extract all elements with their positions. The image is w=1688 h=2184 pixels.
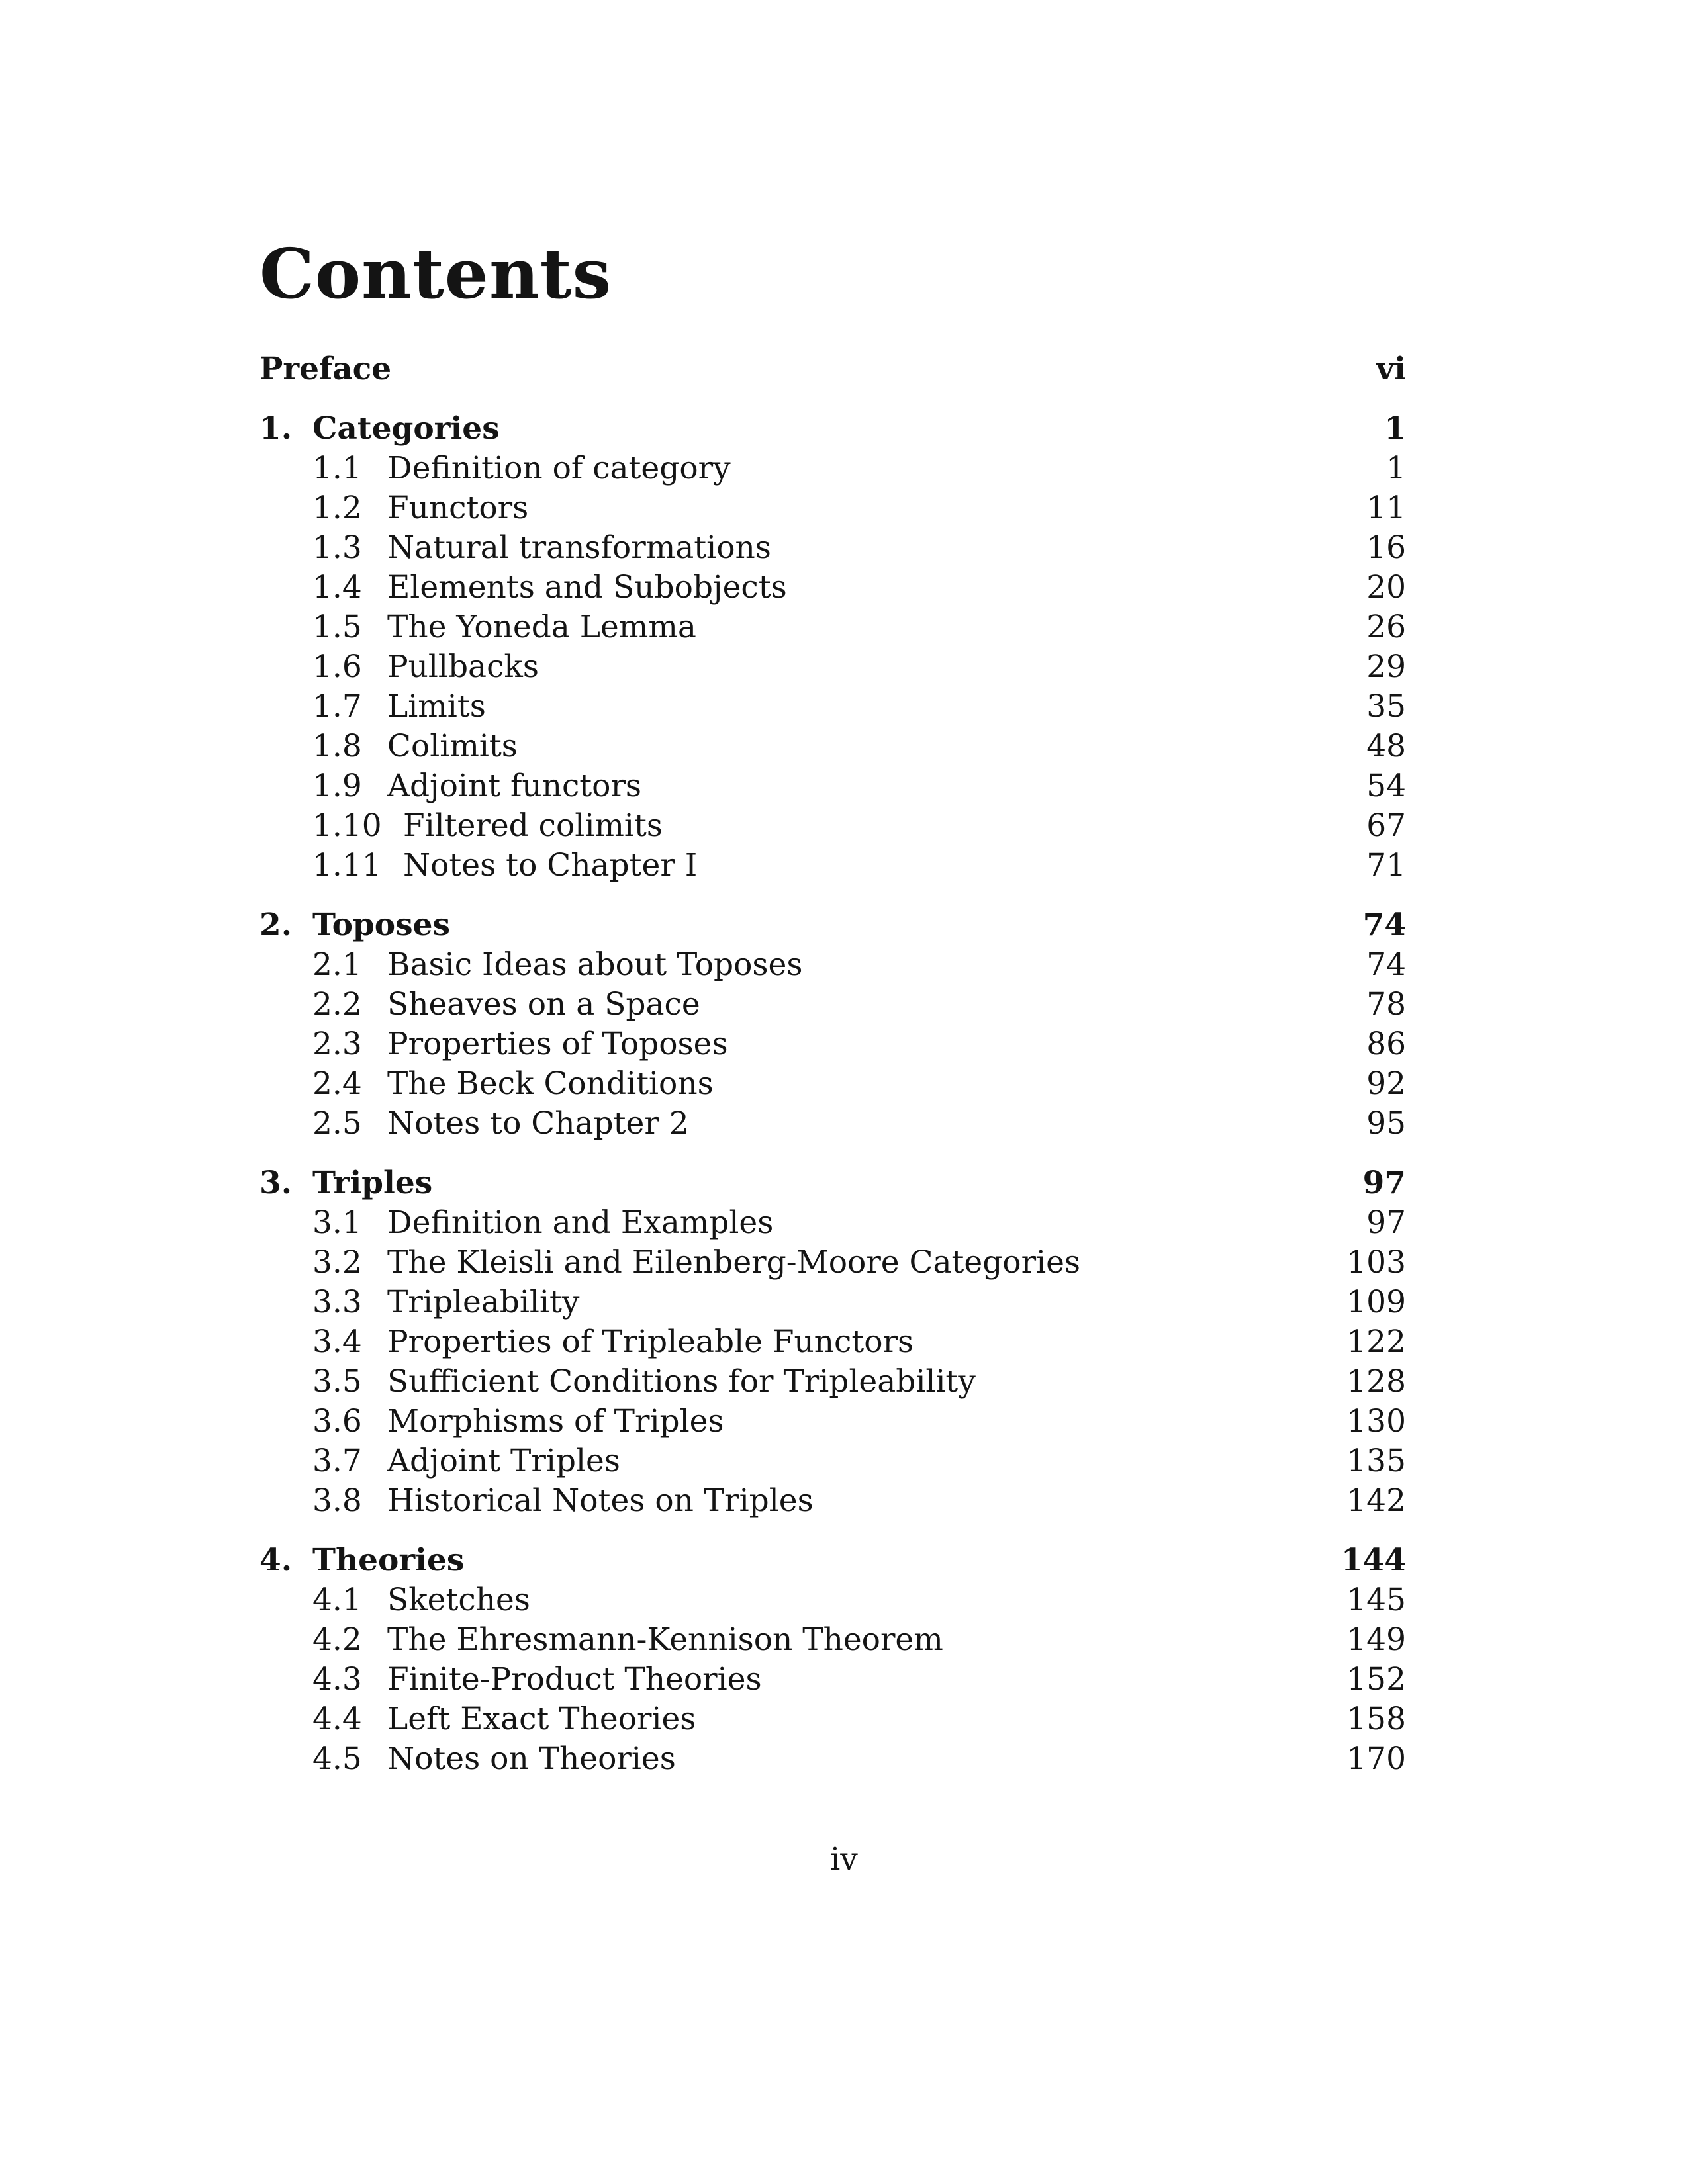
section-number: 4.2 [312, 1621, 362, 1658]
section-title: Tripleability [387, 1284, 580, 1320]
section-number: 1.3 [312, 529, 362, 566]
section-number: 2.2 [312, 986, 362, 1023]
toc-section-entry [259, 1621, 1406, 1661]
section-page: 149 [1346, 1621, 1406, 1658]
section-page: 86 [1366, 1026, 1406, 1062]
chapter-number: 3. [259, 1165, 293, 1201]
chapter-title: Categories [312, 410, 500, 447]
section-title: The Kleisli and Eilenberg-Moore Categories [387, 1244, 1081, 1281]
section-title: Pullbacks [387, 649, 539, 685]
toc-chapter-heading [259, 410, 1406, 450]
toc-entry-label: Preface [259, 351, 392, 387]
section-page: 103 [1346, 1244, 1406, 1281]
section-title: Definition of category [387, 450, 731, 486]
section-title: Sufficient Conditions for Tripleability [387, 1363, 976, 1400]
section-title: Notes to Chapter I [403, 847, 698, 884]
page-number: iv [830, 1841, 858, 1878]
section-page: 26 [1366, 609, 1406, 645]
toc-chapter-heading [259, 907, 1406, 946]
toc-section-entry [259, 1105, 1406, 1145]
toc-section-entry [259, 569, 1406, 609]
section-title: The Yoneda Lemma [387, 609, 696, 645]
toc-section-entry [259, 1661, 1406, 1701]
section-title: Definition and Examples [387, 1205, 774, 1241]
section-page: 170 [1346, 1741, 1406, 1777]
section-number: 2.5 [312, 1105, 362, 1142]
section-page: 135 [1346, 1443, 1406, 1479]
section-title: Properties of Toposes [387, 1026, 728, 1062]
section-number: 1.9 [312, 768, 362, 804]
toc-section-entry [259, 728, 1406, 768]
toc-section-entry [259, 1443, 1406, 1482]
section-page: 29 [1366, 649, 1406, 685]
section-page: 54 [1366, 768, 1406, 804]
section-page: 109 [1346, 1284, 1406, 1320]
section-title: Sheaves on a Space [387, 986, 700, 1023]
chapter-page: 97 [1362, 1165, 1406, 1201]
chapter-title: Theories [312, 1542, 465, 1578]
section-page: 158 [1346, 1701, 1406, 1737]
toc-chapter-heading [259, 1542, 1406, 1582]
section-number: 2.4 [312, 1066, 362, 1102]
toc-section-entry [259, 986, 1406, 1026]
section-page: 74 [1366, 946, 1406, 983]
section-title: The Beck Conditions [387, 1066, 714, 1102]
toc-section-entry [259, 847, 1406, 887]
toc-section-entry [259, 1026, 1406, 1066]
section-page: 35 [1366, 688, 1406, 725]
section-number: 1.11 [312, 847, 382, 884]
toc-section-entry [259, 1205, 1406, 1244]
section-number: 3.6 [312, 1403, 362, 1439]
toc-section-entry [259, 1741, 1406, 1780]
chapter-page: 1 [1384, 410, 1406, 447]
section-page: 78 [1366, 986, 1406, 1023]
section-number: 3.5 [312, 1363, 362, 1400]
section-number: 1.2 [312, 490, 362, 526]
section-number: 1.5 [312, 609, 362, 645]
section-title: Adjoint Triples [387, 1443, 620, 1479]
toc-section-entry [259, 649, 1406, 688]
section-number: 4.1 [312, 1582, 362, 1618]
toc-section-entry [259, 688, 1406, 728]
table-of-contents [259, 351, 1406, 1780]
section-title: Historical Notes on Triples [387, 1482, 814, 1519]
toc-section-entry [259, 1244, 1406, 1284]
toc-section-entry [259, 768, 1406, 807]
section-title: Properties of Tripleable Functors [387, 1324, 914, 1360]
section-title: Functors [387, 490, 529, 526]
chapter-title: Toposes [312, 907, 450, 943]
section-number: 2.3 [312, 1026, 362, 1062]
section-page: 142 [1346, 1482, 1406, 1519]
section-page: 67 [1366, 807, 1406, 844]
toc-section-entry [259, 450, 1406, 490]
section-page: 95 [1366, 1105, 1406, 1142]
toc-section-entry [259, 1066, 1406, 1105]
section-page: 128 [1346, 1363, 1406, 1400]
section-title: Finite-Product Theories [387, 1661, 762, 1698]
section-page: 48 [1366, 728, 1406, 764]
toc-entry-page: vi [1376, 351, 1406, 387]
section-number: 1.8 [312, 728, 362, 764]
section-title: Sketches [387, 1582, 530, 1618]
section-number: 3.8 [312, 1482, 362, 1519]
section-title: Natural transformations [387, 529, 771, 566]
section-number: 3.4 [312, 1324, 362, 1360]
toc-section-entry [259, 1363, 1406, 1403]
section-page: 11 [1366, 490, 1406, 526]
toc-section-entry [259, 609, 1406, 649]
section-number: 4.4 [312, 1701, 362, 1737]
toc-section-entry [259, 1403, 1406, 1443]
section-title: Left Exact Theories [387, 1701, 696, 1737]
toc-section-entry [259, 807, 1406, 847]
section-number: 3.3 [312, 1284, 362, 1320]
toc-section-entry [259, 1324, 1406, 1363]
section-title: Notes on Theories [387, 1741, 676, 1777]
page-title: Contents [259, 233, 612, 314]
chapter-page: 144 [1340, 1542, 1406, 1578]
section-number: 1.6 [312, 649, 362, 685]
toc-section-entry [259, 1482, 1406, 1522]
toc-section-entry [259, 529, 1406, 569]
toc-section-entry [259, 1582, 1406, 1621]
section-title: Colimits [387, 728, 518, 764]
section-title: Adjoint functors [387, 768, 642, 804]
section-page: 71 [1366, 847, 1406, 884]
section-title: Limits [387, 688, 486, 725]
toc-entry-preface [259, 351, 1406, 390]
section-number: 3.2 [312, 1244, 362, 1281]
section-number: 1.1 [312, 450, 362, 486]
section-title: Morphisms of Triples [387, 1403, 724, 1439]
section-number: 1.10 [312, 807, 382, 844]
section-page: 145 [1346, 1582, 1406, 1618]
toc-section-entry [259, 1701, 1406, 1741]
chapter-number: 1. [259, 410, 293, 447]
section-page: 122 [1346, 1324, 1406, 1360]
section-title: Notes to Chapter 2 [387, 1105, 689, 1142]
section-page: 130 [1346, 1403, 1406, 1439]
section-title: Filtered colimits [403, 807, 663, 844]
section-number: 1.7 [312, 688, 362, 725]
section-number: 1.4 [312, 569, 362, 606]
section-page: 20 [1366, 569, 1406, 606]
section-number: 4.5 [312, 1741, 362, 1777]
section-page: 152 [1346, 1661, 1406, 1698]
section-number: 2.1 [312, 946, 362, 983]
toc-chapter-heading [259, 1165, 1406, 1205]
chapter-number: 2. [259, 907, 293, 943]
section-page: 92 [1366, 1066, 1406, 1102]
section-title: Basic Ideas about Toposes [387, 946, 803, 983]
toc-section-entry [259, 946, 1406, 986]
chapter-number: 4. [259, 1542, 293, 1578]
toc-section-entry [259, 1284, 1406, 1324]
chapter-page: 74 [1362, 907, 1406, 943]
section-page: 1 [1386, 450, 1406, 486]
chapter-title: Triples [312, 1165, 433, 1201]
toc-section-entry [259, 490, 1406, 529]
section-number: 3.7 [312, 1443, 362, 1479]
section-number: 3.1 [312, 1205, 362, 1241]
section-title: The Ehresmann-Kennison Theorem [387, 1621, 943, 1658]
section-title: Elements and Subobjects [387, 569, 787, 606]
section-page: 16 [1366, 529, 1406, 566]
section-number: 4.3 [312, 1661, 362, 1698]
section-page: 97 [1366, 1205, 1406, 1241]
